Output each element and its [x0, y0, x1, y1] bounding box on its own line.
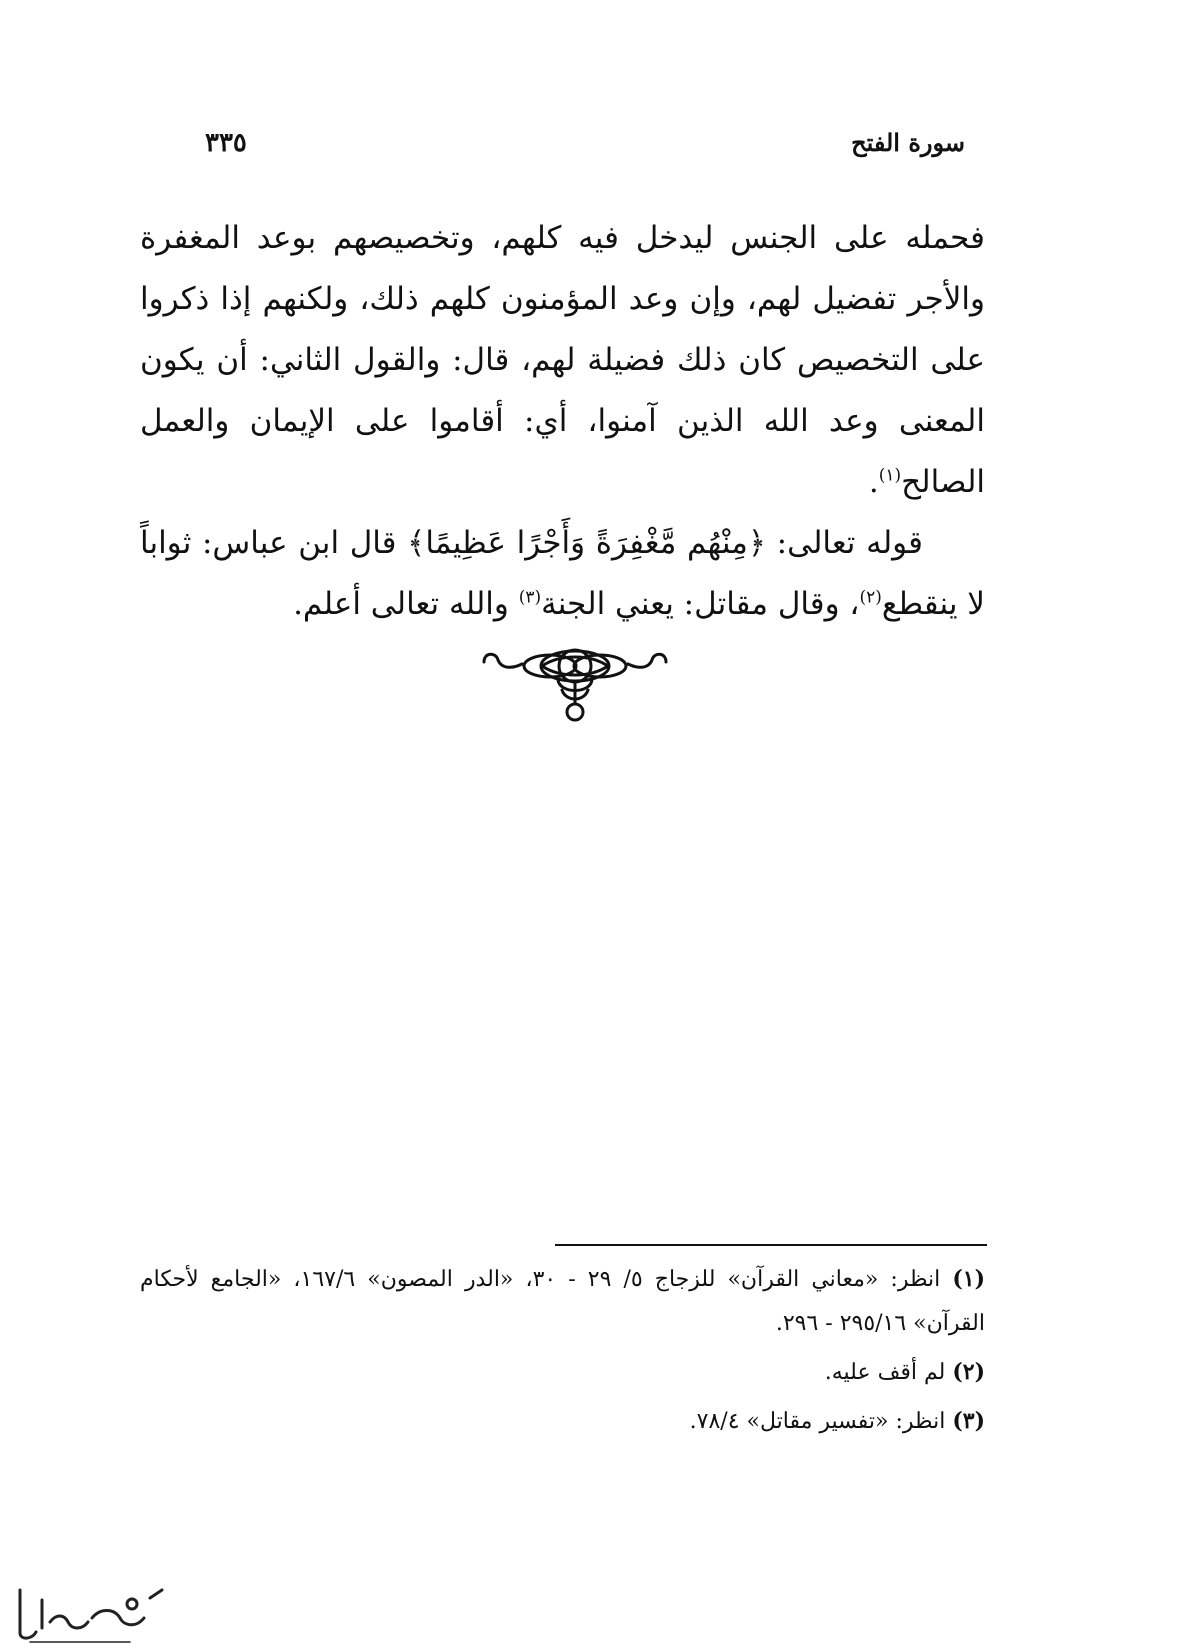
footnote-3 [140, 1399, 985, 1444]
footnote-number: (١) [952, 1266, 986, 1292]
main-text [140, 208, 985, 635]
watermark-logo [10, 1578, 170, 1648]
footnote-separator [555, 1244, 987, 1246]
footnote-text: انظر: «تفسير مقاتل» ٧٨/٤. [689, 1409, 946, 1434]
paragraph-1-text: فحمله على الجنس ليدخل فيه كلهم، وتخصيصهم بوعد المغفرة والأجر تفضيل لهم، وإن وعد المؤمنون كلهم ذلك، ولكنهم إذا ذكروا على التخصيص كان ذلك فضيلة لهم، قال: والقول الثاني: أن يكون المعنى وعد الله الذين آمنوا، أي: أقاموا على الإيمان والعمل الصالح [140, 220, 985, 500]
footnote-ref-1: (١) [878, 465, 902, 486]
paragraph-2-ibn-abbas: قال ابن عباس: ثواباً لا ينقطع [140, 525, 985, 622]
page-header [205, 128, 985, 168]
footnote-2 [140, 1350, 985, 1395]
footnote-text: لم أقف عليه. [824, 1360, 946, 1385]
footnote-number: (٣) [952, 1408, 985, 1434]
page-number: ٣٣٥ [205, 128, 247, 158]
paragraph-2-closing: والله تعالى أعلم. [293, 586, 519, 622]
running-title: سورة الفتح [851, 128, 965, 157]
footnote-text: انظر: «معاني القرآن» للزجاج ٥/ ٢٩ - ٣٠، «الدر المصون» ١٦٧/٦، «الجامع لأحكام القرآن» ٢٩٥/١٦ - ٢٩٦. [140, 1267, 985, 1336]
paragraph-2-intro: قوله تعالى: [766, 525, 923, 561]
footnote-ref-3: (٣) [518, 587, 542, 608]
paragraph-2 [140, 513, 985, 635]
quran-verse: ﴿مِنْهُم مَّغْفِرَةً وَأَجْرًا عَظِيمًا﴾ [407, 525, 767, 561]
footnotes [140, 1257, 985, 1448]
ornament-divider [480, 642, 670, 728]
footnote-ref-2: (٢) [859, 587, 882, 608]
paragraph-1 [140, 208, 985, 513]
footnote-1 [140, 1257, 985, 1346]
footnote-number: (٢) [952, 1359, 985, 1385]
paragraph-1-end: . [868, 464, 879, 500]
paragraph-2-muqatil: ، وقال مقاتل: يعني الجنة [541, 586, 860, 622]
